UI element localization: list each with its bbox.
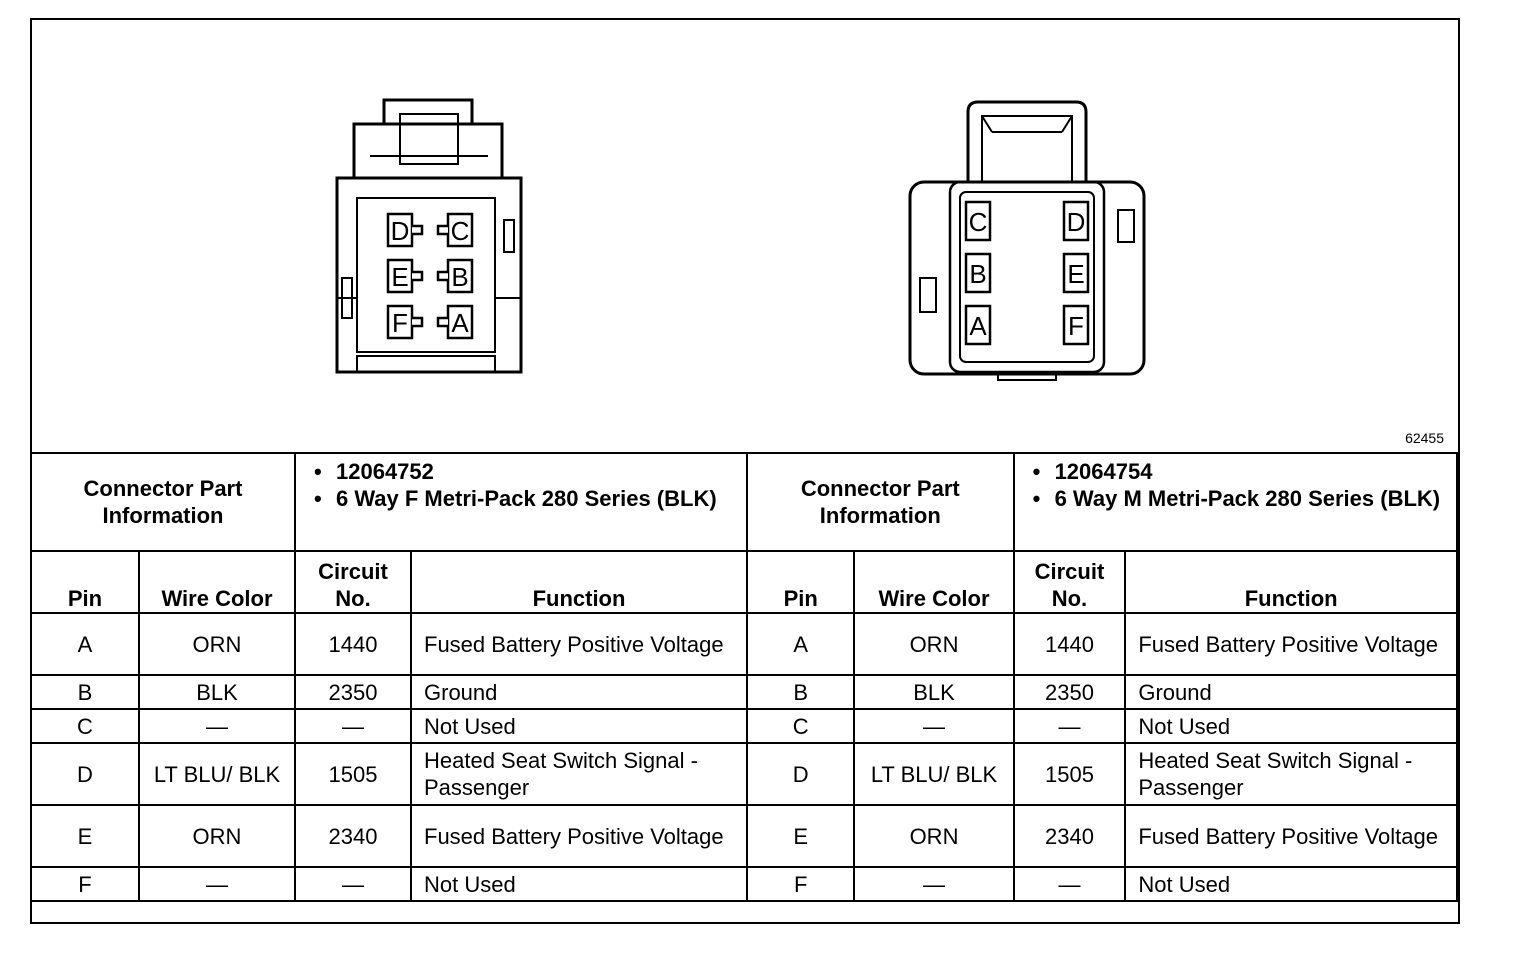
- male-pin-labels: [969, 207, 1086, 341]
- female-side-rib: [504, 220, 514, 252]
- part-info-values: [295, 453, 747, 551]
- wire-color-cell: LT BLU/ BLK: [854, 743, 1013, 805]
- pin-cell: F: [31, 867, 139, 901]
- male-left-key: [920, 278, 936, 312]
- circuit-cell: 2340: [295, 805, 411, 867]
- table-row: [31, 613, 747, 675]
- table-row: [747, 743, 1457, 805]
- wire-color-cell: ORN: [139, 613, 295, 675]
- wire-color-cell: ORN: [854, 613, 1013, 675]
- wire-color-cell: ORN: [139, 805, 295, 867]
- circuit-cell: 1440: [1014, 613, 1126, 675]
- female-rows: [31, 613, 747, 901]
- female-cavity-block: [357, 198, 495, 352]
- female-latch-body: [354, 124, 502, 178]
- wire-color-header: Wire Color: [139, 551, 295, 613]
- table-row: [31, 867, 747, 901]
- circuit-header: Circuit No.: [295, 551, 411, 613]
- pin-cell: E: [31, 805, 139, 867]
- function-cell: Fused Battery Positive Voltage: [1125, 805, 1457, 867]
- female-pin-label: D: [390, 216, 410, 246]
- table-row: [31, 675, 747, 709]
- function-cell: Not Used: [411, 867, 747, 901]
- female-connector-face: [337, 100, 521, 372]
- table-row: [31, 805, 747, 867]
- pin-cell: A: [31, 613, 139, 675]
- part-info-label: Connector Part Information: [31, 453, 295, 551]
- pin-cell: C: [747, 709, 854, 743]
- function-cell: Ground: [411, 675, 747, 709]
- wire-color-cell: —: [139, 867, 295, 901]
- female-pin-label: E: [391, 262, 409, 292]
- female-pinout-table: [30, 452, 748, 902]
- circuit-cell: 2340: [1014, 805, 1126, 867]
- wire-color-cell: —: [139, 709, 295, 743]
- wire-color-cell: —: [854, 709, 1013, 743]
- pin-cell: E: [747, 805, 854, 867]
- pin-cell: B: [747, 675, 854, 709]
- pin-cell: B: [31, 675, 139, 709]
- wire-color-header: Wire Color: [854, 551, 1013, 613]
- wire-color-cell: BLK: [854, 675, 1013, 709]
- male-pin-label: E: [1067, 259, 1085, 289]
- female-pin-label: C: [450, 216, 470, 246]
- circuit-cell: 2350: [295, 675, 411, 709]
- figure-id: 62455: [1405, 430, 1444, 446]
- wire-color-cell: —: [854, 867, 1013, 901]
- connector-drawings: [32, 20, 1458, 452]
- male-pin-label: F: [1068, 311, 1084, 341]
- circuit-cell: 1505: [295, 743, 411, 805]
- part-description: • 6 Way F Metri-Pack 280 Series (BLK): [308, 485, 734, 512]
- circuit-cell: 2350: [1014, 675, 1126, 709]
- part-number: • 12064754: [1027, 458, 1444, 485]
- table-row: [747, 613, 1457, 675]
- circuit-cell: 1440: [295, 613, 411, 675]
- male-pin-label: C: [968, 207, 988, 237]
- pin-cell: D: [747, 743, 854, 805]
- circuit-header: Circuit No.: [1014, 551, 1126, 613]
- connector-diagram: [32, 20, 1458, 452]
- table-row: [31, 743, 747, 805]
- function-cell: Not Used: [411, 709, 747, 743]
- female-housing: [337, 178, 521, 372]
- function-header: Function: [1125, 551, 1457, 613]
- male-housing: [910, 182, 1144, 374]
- male-connector-face: [910, 102, 1144, 380]
- male-right-key: [1118, 210, 1134, 242]
- connector-sheet: [30, 18, 1460, 924]
- part-number: • 12064752: [308, 458, 734, 485]
- female-pin-label: A: [451, 308, 469, 338]
- circuit-cell: —: [295, 867, 411, 901]
- function-cell: Fused Battery Positive Voltage: [411, 613, 747, 675]
- function-cell: Fused Battery Positive Voltage: [1125, 613, 1457, 675]
- circuit-cell: 1505: [1014, 743, 1126, 805]
- pin-cell: A: [747, 613, 854, 675]
- female-pin-labels: [391, 216, 470, 338]
- function-header: Function: [411, 551, 747, 613]
- circuit-cell: —: [1014, 867, 1126, 901]
- pin-header: Pin: [747, 551, 854, 613]
- pin-header: Pin: [31, 551, 139, 613]
- male-rows: [747, 613, 1457, 901]
- function-cell: Heated Seat Switch Signal - Passenger: [411, 743, 747, 805]
- wire-color-cell: BLK: [139, 675, 295, 709]
- male-latch: [968, 102, 1086, 182]
- function-cell: Fused Battery Positive Voltage: [411, 805, 747, 867]
- pin-cell: D: [31, 743, 139, 805]
- table-row: [747, 867, 1457, 901]
- circuit-cell: —: [1014, 709, 1126, 743]
- table-row: [747, 675, 1457, 709]
- wire-color-cell: ORN: [854, 805, 1013, 867]
- male-pin-label: B: [969, 259, 987, 289]
- pin-cell: F: [747, 867, 854, 901]
- wire-color-cell: LT BLU/ BLK: [139, 743, 295, 805]
- function-cell: Not Used: [1125, 867, 1457, 901]
- part-description: • 6 Way M Metri-Pack 280 Series (BLK): [1027, 485, 1444, 512]
- part-info-values: [1014, 453, 1457, 551]
- table-row: [31, 709, 747, 743]
- male-pinout-table: [746, 452, 1458, 902]
- female-pin-label: B: [451, 262, 469, 292]
- part-info-label: Connector Part Information: [747, 453, 1014, 551]
- function-cell: Ground: [1125, 675, 1457, 709]
- female-pin-label: F: [392, 308, 408, 338]
- male-pin-label: A: [969, 311, 987, 341]
- circuit-cell: —: [295, 709, 411, 743]
- function-cell: Heated Seat Switch Signal - Passenger: [1125, 743, 1457, 805]
- pin-cell: C: [31, 709, 139, 743]
- table-row: [747, 709, 1457, 743]
- table-row: [747, 805, 1457, 867]
- male-pin-label: D: [1066, 207, 1086, 237]
- function-cell: Not Used: [1125, 709, 1457, 743]
